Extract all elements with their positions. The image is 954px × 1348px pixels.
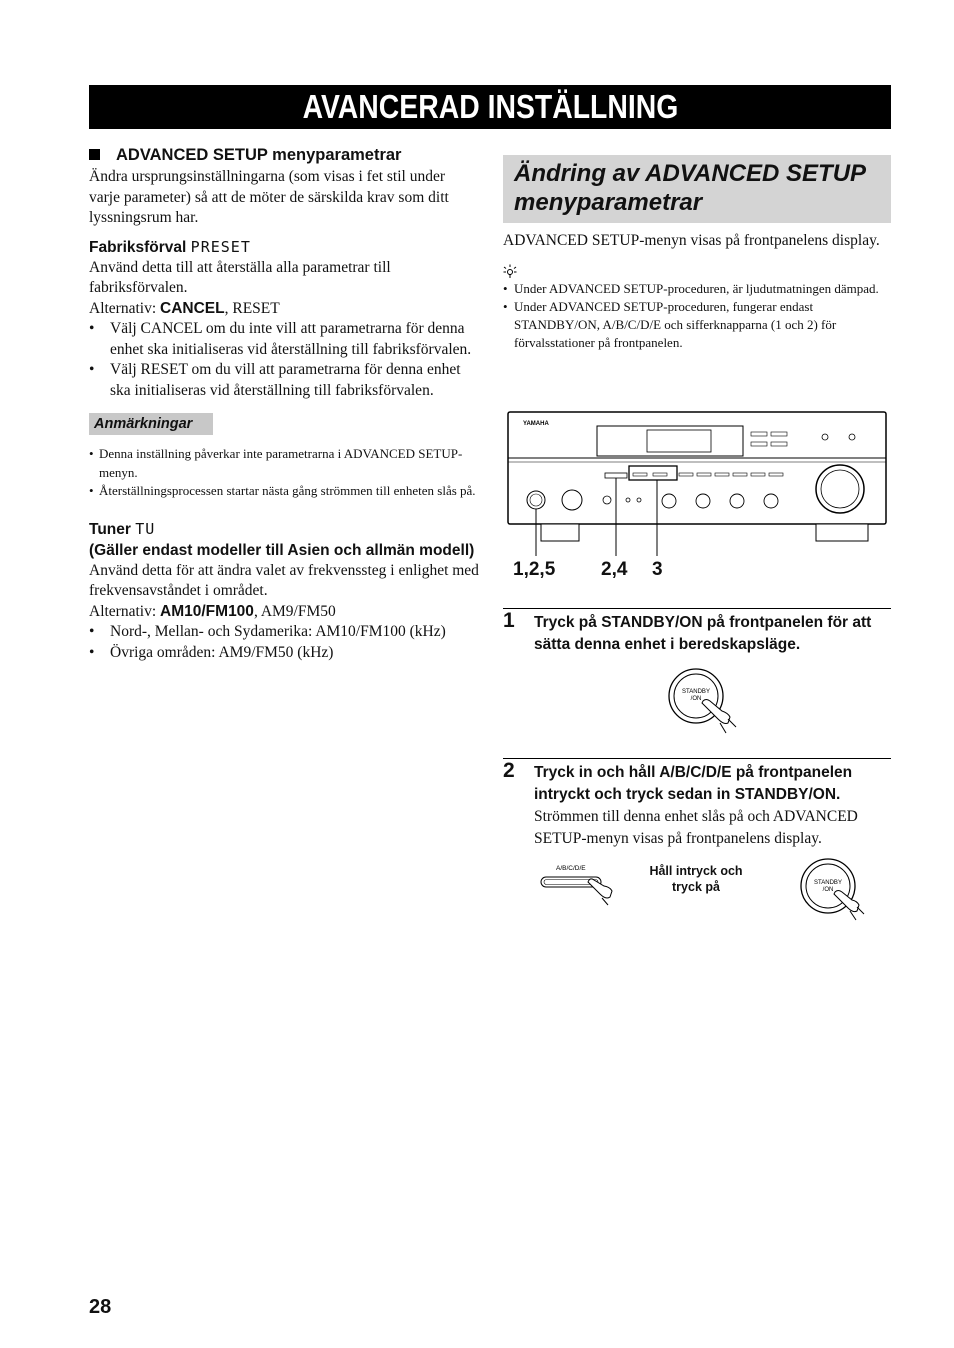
list-item: • Övriga områden: AM9/FM50 (kHz) xyxy=(89,643,479,664)
list-item: • Under ADVANCED SETUP-proceduren, är ljudutmatningen dämpad. xyxy=(503,280,891,298)
abcde-button-illustration xyxy=(538,860,618,906)
step1-number: 1 xyxy=(503,609,515,632)
tips-list xyxy=(503,280,891,352)
preset-alternatives: Alternativ: CANCEL, RESET xyxy=(89,299,280,317)
list-item: • Denna inställning påverkar inte parametrarna i ADVANCED SETUP-menyn. xyxy=(89,445,479,482)
step2-text: Tryck in och håll A/B/C/D/E på frontpanelen intryckt och tryck sedan in STANDBY/ON. xyxy=(534,764,853,803)
callout-numbers: 3 xyxy=(652,559,663,580)
abcde-label: A/B/C/D/E xyxy=(556,865,586,872)
hold-text: Håll intryck och tryck på xyxy=(649,864,743,894)
preset-desc: Använd detta till att återställa alla parametrar till fabriksförvalen. xyxy=(89,258,391,296)
list-item: • Välj RESET om du vill att parametrarna för denna enhet ska initialiseras vid återställning till fabriksförvalen. xyxy=(89,360,479,401)
tip-lightbulb-icon xyxy=(503,264,517,278)
list-item: • Nord-, Mellan- och Sydamerika: AM10/FM100 (kHz) xyxy=(89,622,479,643)
notes-label: Anmärkningar xyxy=(89,413,213,435)
tuner-desc: Använd detta för att ändra valet av frekvenssteg i enlighet med frekvensavståndet i området. xyxy=(89,561,479,599)
list-item: • Välj CANCEL om du inte vill att parametrarna för denna enhet ska initialiseras vid återställning till fabriksförvalen. xyxy=(89,319,479,360)
step1-text: Tryck på STANDBY/ON på frontpanelen för att sätta denna enhet i beredskapsläge. xyxy=(534,614,872,653)
step1-rule xyxy=(503,608,891,609)
tuner-title: Tuner TU xyxy=(89,519,156,538)
tuner-alternatives: Alternativ: AM10/FM100, AM9/FM50 xyxy=(89,602,336,620)
page-number: 28 xyxy=(89,1296,112,1318)
intro-text: Ändra ursprungsinställningarna (som visas i fet stil under varje parameter) så att de möter de särskilda krav som ditt lyssningsrum har. xyxy=(89,168,449,226)
list-item: • Under ADVANCED SETUP-proceduren, fungerar endast STANDBY/ON, A/B/C/D/E och sifferknapparna (1 och 2) för förvalsstationer på frontpanelen. xyxy=(503,298,891,352)
step2-number: 2 xyxy=(503,759,515,782)
tuner-subtitle: (Gäller endast modeller till Asien och allmän modell) xyxy=(89,541,475,559)
standby-label: STANDBY xyxy=(814,880,842,886)
preset-bullets xyxy=(89,319,479,401)
standby-button-illustration-2 xyxy=(800,856,866,922)
callout-abcde: 2,4 xyxy=(601,559,628,580)
step2-rule xyxy=(503,758,891,759)
step2-body: Strömmen till denna enhet slås på och ADVANCED SETUP-menyn visas på frontpanelens display. xyxy=(534,808,858,847)
on-label: /ON xyxy=(822,887,834,893)
standby-label: STANDBY xyxy=(682,689,710,695)
right-column xyxy=(503,231,891,352)
brand-logo: YAMAHA xyxy=(523,421,549,427)
standby-button-illustration xyxy=(668,667,748,735)
page-title: AVANCERAD INSTÄLLNING xyxy=(89,85,891,129)
tuner-bullets xyxy=(89,622,479,663)
notes-list xyxy=(89,445,479,501)
square-bullet-icon xyxy=(89,149,100,160)
callout-standby: 1,2,5 xyxy=(513,559,556,580)
left-column xyxy=(89,146,479,663)
section-heading: ADVANCED SETUP menyparametrar xyxy=(89,146,479,165)
front-panel-illustration xyxy=(507,410,889,556)
right-intro: ADVANCED SETUP-menyn visas på frontpanelens display. xyxy=(503,232,880,249)
list-item: • Återställningsprocessen startar nästa gång strömmen till enheten slås på. xyxy=(89,482,479,501)
preset-title: Fabriksförval PRESET xyxy=(89,237,251,256)
right-heading: Ändring av ADVANCED SETUP menyparametrar xyxy=(503,155,891,223)
on-label: /ON xyxy=(690,696,702,702)
